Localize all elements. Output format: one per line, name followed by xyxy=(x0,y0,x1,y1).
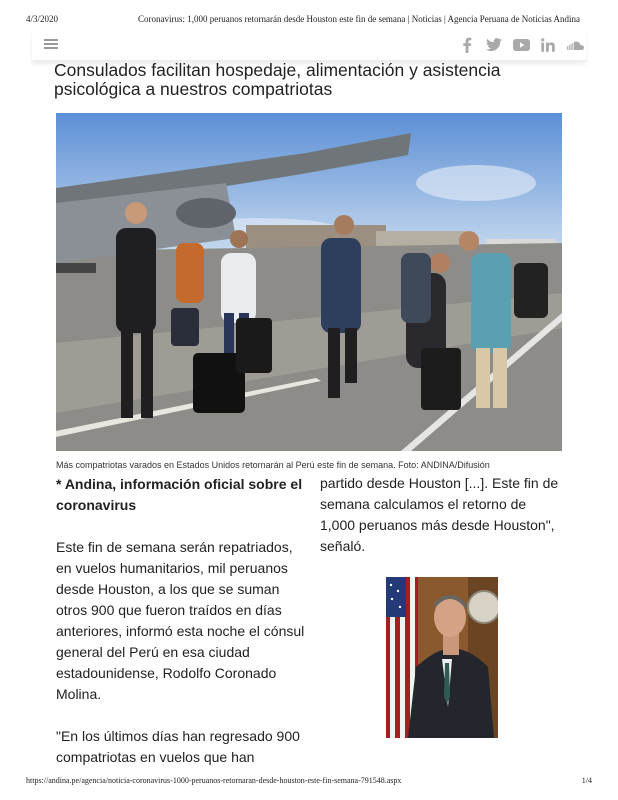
article-headline: Consulados facilitan hospedaje, alimentación y asistencia psicológica a nuestros compatriotas xyxy=(54,60,501,99)
paragraph: Este fin de semana serán repatriados, en vuelos humanitarios, mil peruanos desde Houston, a los que se suman otros 900 que fueron traídos en días anteriores, informó esta noche el cónsul general del Perú en esa ciudad estadounidense, Rodolfo Coronado Molina. xyxy=(56,539,305,702)
soundcloud-icon[interactable] xyxy=(566,36,584,54)
highlight-link[interactable]: * Andina, información oficial sobre el coronavirus xyxy=(56,476,303,513)
article-body-right xyxy=(320,473,564,557)
twitter-icon[interactable] xyxy=(485,36,503,54)
hamburger-menu-icon[interactable] xyxy=(44,39,58,49)
print-url: https://andina.pe/agencia/noticia-coronavirus-1000-peruanos-retornaran-desde-houston-este-fin-semana-791548.aspx xyxy=(26,776,402,785)
photo-caption: Más compatriotas varados en Estados Unidos retornarán al Perú este fin de semana. Foto: ANDINA/Difusión xyxy=(56,460,490,470)
linkedin-icon[interactable] xyxy=(539,36,557,54)
site-topbar xyxy=(32,30,586,61)
consul-portrait-photo xyxy=(386,577,498,738)
print-page-title: Coronavirus: 1,000 peruanos retornarán desde Houston este fin de semana | Noticias | Agencia Peruana de Noticias Andina xyxy=(138,14,580,24)
print-date: 4/3/2020 xyxy=(26,14,59,24)
social-links xyxy=(458,36,584,54)
facebook-icon[interactable] xyxy=(458,36,476,54)
youtube-icon[interactable] xyxy=(512,36,530,54)
article-photo xyxy=(56,113,562,451)
page-number: 1/4 xyxy=(581,776,592,785)
article-body-left xyxy=(56,474,306,789)
paragraph: "En los últimos días han regresado 900 compatriotas en vuelos que han xyxy=(56,728,300,765)
paragraph: partido desde Houston [...]. Este fin de semana calculamos el retorno de 1,000 peruanos más desde Houston", señaló. xyxy=(320,475,559,554)
